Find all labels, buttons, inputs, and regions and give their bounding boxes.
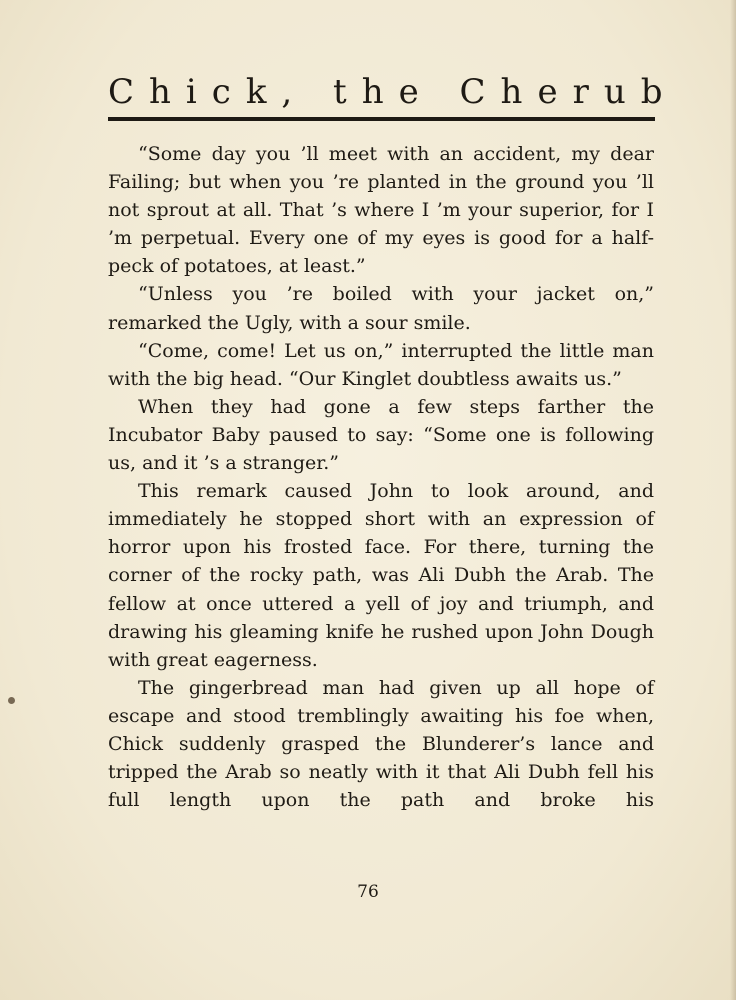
page-header [108, 70, 678, 114]
paragraph: “Come, come! Let us on,” interrupted the little man with the big head. “Our Kinglet doubtless awaits us.” [108, 339, 654, 390]
header-rule [108, 117, 655, 121]
page-edge-shadow [730, 0, 736, 1000]
paper-speck [8, 697, 15, 704]
paragraph: The gingerbread man had given up all hope of escape and stood tremblingly awaiting his foe when, Chick suddenly grasped the Blunderer’s lance and tripped the Arab so neatly with it that Ali Dubh fell his full length upon the path and broke his [108, 676, 654, 812]
paragraph: When they had gone a few steps farther the Incubator Baby paused to say: “Some one is following us, and it ’s a stranger.” [108, 395, 654, 475]
paragraph: “Some day you ’ll meet with an accident, my dear Failing; but when you ’re planted in the ground you ’ll not sprout at all. That ’s where I ’m your superior, for I ’m perpetual. Every one of my eyes is good for a half-peck of potatoes, at least.” [108, 143, 654, 278]
body-text [108, 140, 654, 814]
page-number: 76 [357, 882, 379, 902]
running-title: Chick, the Cherub [108, 72, 678, 112]
paragraph: “Unless you ’re boiled with your jacket on,” remarked the Ugly, with a sour smile. [108, 283, 654, 334]
paragraph: This remark caused John to look around, and immediately he stopped short with an expression of horror upon his frosted face. For there, turning the corner of the rocky path, was Ali Dubh the Arab. The fellow at once uttered a yell of joy and triumph, and drawing his gleaming knife he rushed upon John Dough with great eagerness. [108, 480, 654, 671]
